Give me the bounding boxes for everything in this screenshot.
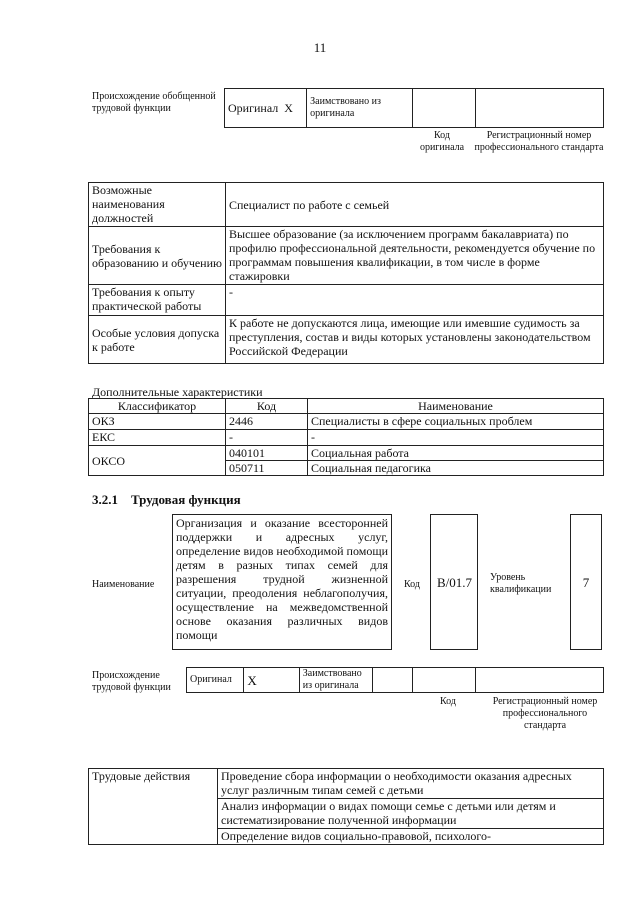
origin-original-mark: X [284, 101, 293, 115]
requirement-label: Требования к опыту практической работы [89, 285, 226, 316]
okz-code: 2446 [226, 414, 308, 430]
function-level-label: Уровень квалификации [490, 572, 552, 595]
origin-function-reg-cell [476, 668, 604, 693]
okso-code-1: 040101 [226, 446, 308, 461]
header-name: Наименование [308, 399, 604, 414]
requirements-row [89, 316, 604, 364]
origin-function-original-label: Оригинал [187, 668, 244, 693]
action-item: Определение видов социально-правовой, психолого- [218, 829, 604, 845]
origin-reg-caption: Регистрационный номер профессионального стандарта [474, 130, 604, 153]
origin-function-borrowed-label: Заимствовано из оригинала [299, 668, 373, 693]
origin-function-cell-1 [373, 668, 412, 693]
origin-function-table [186, 667, 604, 693]
header-classifier: Классификатор [89, 399, 226, 414]
eks-code: - [226, 430, 308, 446]
origin-borrowed-label: Заимствовано из оригинала [307, 89, 413, 128]
table-row [89, 446, 604, 461]
origin-function-label: Происхождение трудовой функции [92, 670, 171, 693]
function-code-label: Код [404, 579, 420, 590]
requirements-row [89, 285, 604, 316]
origin-code-cell [412, 89, 475, 128]
actions-label: Трудовые действия [89, 769, 218, 845]
function-name-value: Организация и оказание всесторонней поддержки и адресных услуг, определение видов необходимой помощи детям в разных типах семей для разрешения трудной жизненной ситуации, преодоления неблагополучия, осуществление на межведомственной основе оказания различных видов помощи [172, 514, 392, 650]
header-code: Код [226, 399, 308, 414]
additional-table [88, 398, 604, 476]
section-heading [92, 492, 241, 507]
action-item: Анализ информации о видах помощи семье с детьми или детям и систематизирование полученной информации [218, 799, 604, 829]
function-code-value: В/01.7 [430, 514, 478, 650]
origin-original-label: Оригинал [228, 101, 279, 115]
okz-classifier: ОКЗ [89, 414, 226, 430]
okso-classifier: ОКСО [89, 446, 226, 476]
requirements-row [89, 227, 604, 285]
requirement-label: Возможные наименования должностей [89, 183, 226, 227]
action-item: Проведение сбора информации о необходимости оказания адресных услуг различным типам семей с детьми [218, 769, 604, 799]
requirement-value: Высшее образование (за исключением программ бакалавриата) по профилю профессиональной деятельности, рекомендуется обучение по программам повышения квалификации, в том числе в форме стажировки [226, 227, 604, 285]
okso-name-2: Социальная педагогика [308, 461, 604, 476]
additional-title: Дополнительные характеристики [92, 385, 263, 399]
requirement-label: Требования к образованию и обучению [89, 227, 226, 285]
actions-table [88, 768, 604, 845]
origin-general-table [224, 88, 604, 128]
okz-name: Специалисты в сфере социальных проблем [308, 414, 604, 430]
function-level-value: 7 [570, 514, 602, 650]
origin-function-code-caption: Код [440, 696, 456, 707]
origin-function-code-cell [412, 668, 475, 693]
requirements-table [88, 182, 604, 364]
table-row [89, 414, 604, 430]
page-number: 11 [313, 40, 327, 55]
additional-header-row [89, 399, 604, 414]
eks-classifier: ЕКС [89, 430, 226, 446]
requirement-value: Специалист по работе с семьей [226, 183, 604, 227]
eks-name: - [308, 430, 604, 446]
origin-reg-cell [475, 89, 603, 128]
section-number: 3.2.1 [92, 492, 118, 507]
function-name-label: Наименование [92, 579, 155, 590]
requirements-row [89, 183, 604, 227]
origin-general-label: Происхождение обобщенной трудовой функции [92, 91, 216, 114]
origin-function-reg-caption: Регистрационный номер профессионального стандарта [492, 696, 598, 731]
origin-code-caption: Код оригинала [419, 130, 465, 153]
requirement-label: Особые условия допуска к работе [89, 316, 226, 364]
requirement-value: К работе не допускаются лица, имеющие или имевшие судимость за преступления, состав и виды которых установлены законодательством Российской Федерации [226, 316, 604, 364]
table-row [89, 430, 604, 446]
requirement-value: - [226, 285, 604, 316]
okso-name-1: Социальная работа [308, 446, 604, 461]
section-title: Трудовая функция [131, 492, 241, 507]
table-row [89, 769, 604, 799]
okso-code-2: 050711 [226, 461, 308, 476]
origin-function-original-mark: X [244, 668, 299, 693]
